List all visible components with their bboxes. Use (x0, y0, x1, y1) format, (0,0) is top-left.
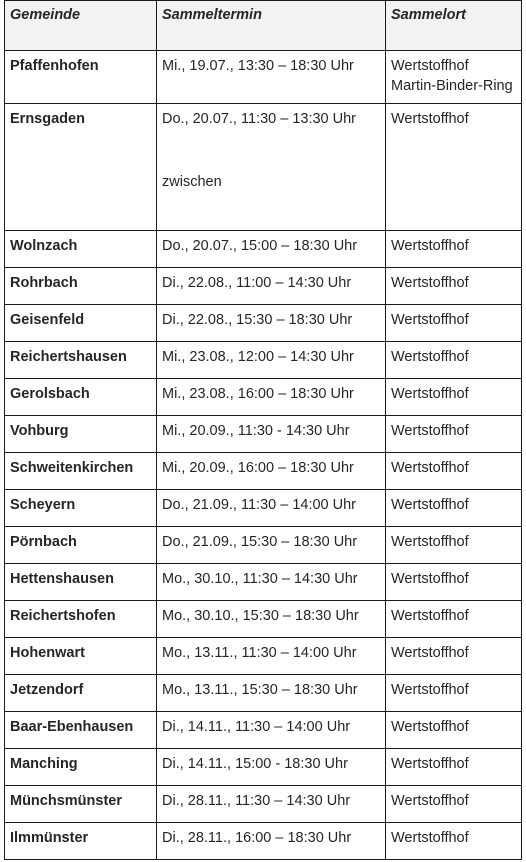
ort-cell: Wertstoffhof (386, 527, 522, 564)
termin-extra-text: zwischen (162, 174, 222, 190)
termin-cell: Do., 21.09., 15:30 – 18:30 Uhr (157, 527, 386, 564)
gemeinde-cell: Baar-Ebenhausen (5, 712, 157, 749)
table-row (5, 638, 522, 675)
gemeinde-cell: Geisenfeld (5, 305, 157, 342)
termin-cell: Mo., 13.11., 15:30 – 18:30 Uhr (157, 675, 386, 712)
ort-cell: Wertstoffhof Martin-Binder-Ring (386, 51, 522, 104)
ort-cell: Wertstoffhof (386, 268, 522, 305)
gemeinde-cell: Wolnzach (5, 231, 157, 268)
ort-cell: Wertstoffhof (386, 416, 522, 453)
termin-cell: Mi., 20.09., 11:30 - 14:30 Uhr (157, 416, 386, 453)
collection-schedule-table (4, 0, 522, 860)
ort-cell: Wertstoffhof (386, 601, 522, 638)
ort-cell: Wertstoffhof (386, 712, 522, 749)
table-row (5, 51, 522, 104)
table-row (5, 104, 522, 231)
ort-cell: Wertstoffhof (386, 564, 522, 601)
termin-cell: Di., 28.11., 16:00 – 18:30 Uhr (157, 823, 386, 860)
table-row (5, 564, 522, 601)
table-row (5, 786, 522, 823)
gemeinde-cell: Manching (5, 749, 157, 786)
header-row (5, 1, 522, 51)
ort-cell: Wertstoffhof (386, 305, 522, 342)
gemeinde-cell: Jetzendorf (5, 675, 157, 712)
ort-cell: Wertstoffhof (386, 490, 522, 527)
termin-cell: Di., 14.11., 11:30 – 14:00 Uhr (157, 712, 386, 749)
gemeinde-cell: Vohburg (5, 416, 157, 453)
termin-cell: Mi., 23.08., 12:00 – 14:30 Uhr (157, 342, 386, 379)
gemeinde-cell: Reichertshofen (5, 601, 157, 638)
gemeinde-cell: Pfaffenhofen (5, 51, 157, 104)
table-row (5, 675, 522, 712)
ort-cell: Wertstoffhof (386, 342, 522, 379)
gemeinde-cell: Gerolsbach (5, 379, 157, 416)
table-row (5, 527, 522, 564)
gemeinde-cell: Münchsmünster (5, 786, 157, 823)
ort-cell: Wertstoffhof (386, 638, 522, 675)
table-row (5, 305, 522, 342)
table-row (5, 823, 522, 860)
table-row (5, 490, 522, 527)
termin-cell (157, 104, 386, 231)
table-row (5, 712, 522, 749)
gemeinde-cell: Reichertshausen (5, 342, 157, 379)
ort-cell: Wertstoffhof (386, 749, 522, 786)
gemeinde-cell: Ernsgaden (5, 104, 157, 231)
table-row (5, 749, 522, 786)
termin-cell: Mi., 19.07., 13:30 – 18:30 Uhr (157, 51, 386, 104)
gemeinde-cell: Rohrbach (5, 268, 157, 305)
gemeinde-cell: Schweitenkirchen (5, 453, 157, 490)
table-row (5, 601, 522, 638)
gemeinde-cell: Pörnbach (5, 527, 157, 564)
termin-cell: Mi., 20.09., 16:00 – 18:30 Uhr (157, 453, 386, 490)
termin-cell: Di., 22.08., 11:00 – 14:30 Uhr (157, 268, 386, 305)
gemeinde-cell: Ilmmünster (5, 823, 157, 860)
ort-cell: Wertstoffhof (386, 453, 522, 490)
table-row (5, 416, 522, 453)
ort-cell: Wertstoffhof (386, 675, 522, 712)
termin-cell: Mo., 30.10., 11:30 – 14:30 Uhr (157, 564, 386, 601)
ort-cell: Wertstoffhof (386, 231, 522, 268)
table-row (5, 268, 522, 305)
termin-cell: Di., 14.11., 15:00 - 18:30 Uhr (157, 749, 386, 786)
gemeinde-cell: Scheyern (5, 490, 157, 527)
gemeinde-cell: Hohenwart (5, 638, 157, 675)
ort-cell: Wertstoffhof (386, 379, 522, 416)
termin-cell: Do., 20.07., 15:00 – 18:30 Uhr (157, 231, 386, 268)
table-row (5, 342, 522, 379)
termin-text: Do., 20.07., 11:30 – 13:30 Uhr (162, 111, 357, 127)
header-sammelort: Sammelort (386, 1, 522, 51)
termin-cell: Do., 21.09., 11:30 – 14:00 Uhr (157, 490, 386, 527)
termin-cell: Mo., 30.10., 15:30 – 18:30 Uhr (157, 601, 386, 638)
table-row (5, 379, 522, 416)
ort-cell: Wertstoffhof (386, 104, 522, 231)
header-sammeltermin: Sammeltermin (157, 1, 386, 51)
termin-cell: Di., 22.08., 15:30 – 18:30 Uhr (157, 305, 386, 342)
ort-cell: Wertstoffhof (386, 823, 522, 860)
table-row (5, 453, 522, 490)
header-gemeinde: Gemeinde (5, 1, 157, 51)
gemeinde-cell: Hettenshausen (5, 564, 157, 601)
termin-cell: Mi., 23.08., 16:00 – 18:30 Uhr (157, 379, 386, 416)
table-row (5, 231, 522, 268)
termin-cell: Di., 28.11., 11:30 – 14:30 Uhr (157, 786, 386, 823)
termin-cell: Mo., 13.11., 11:30 – 14:00 Uhr (157, 638, 386, 675)
ort-cell: Wertstoffhof (386, 786, 522, 823)
